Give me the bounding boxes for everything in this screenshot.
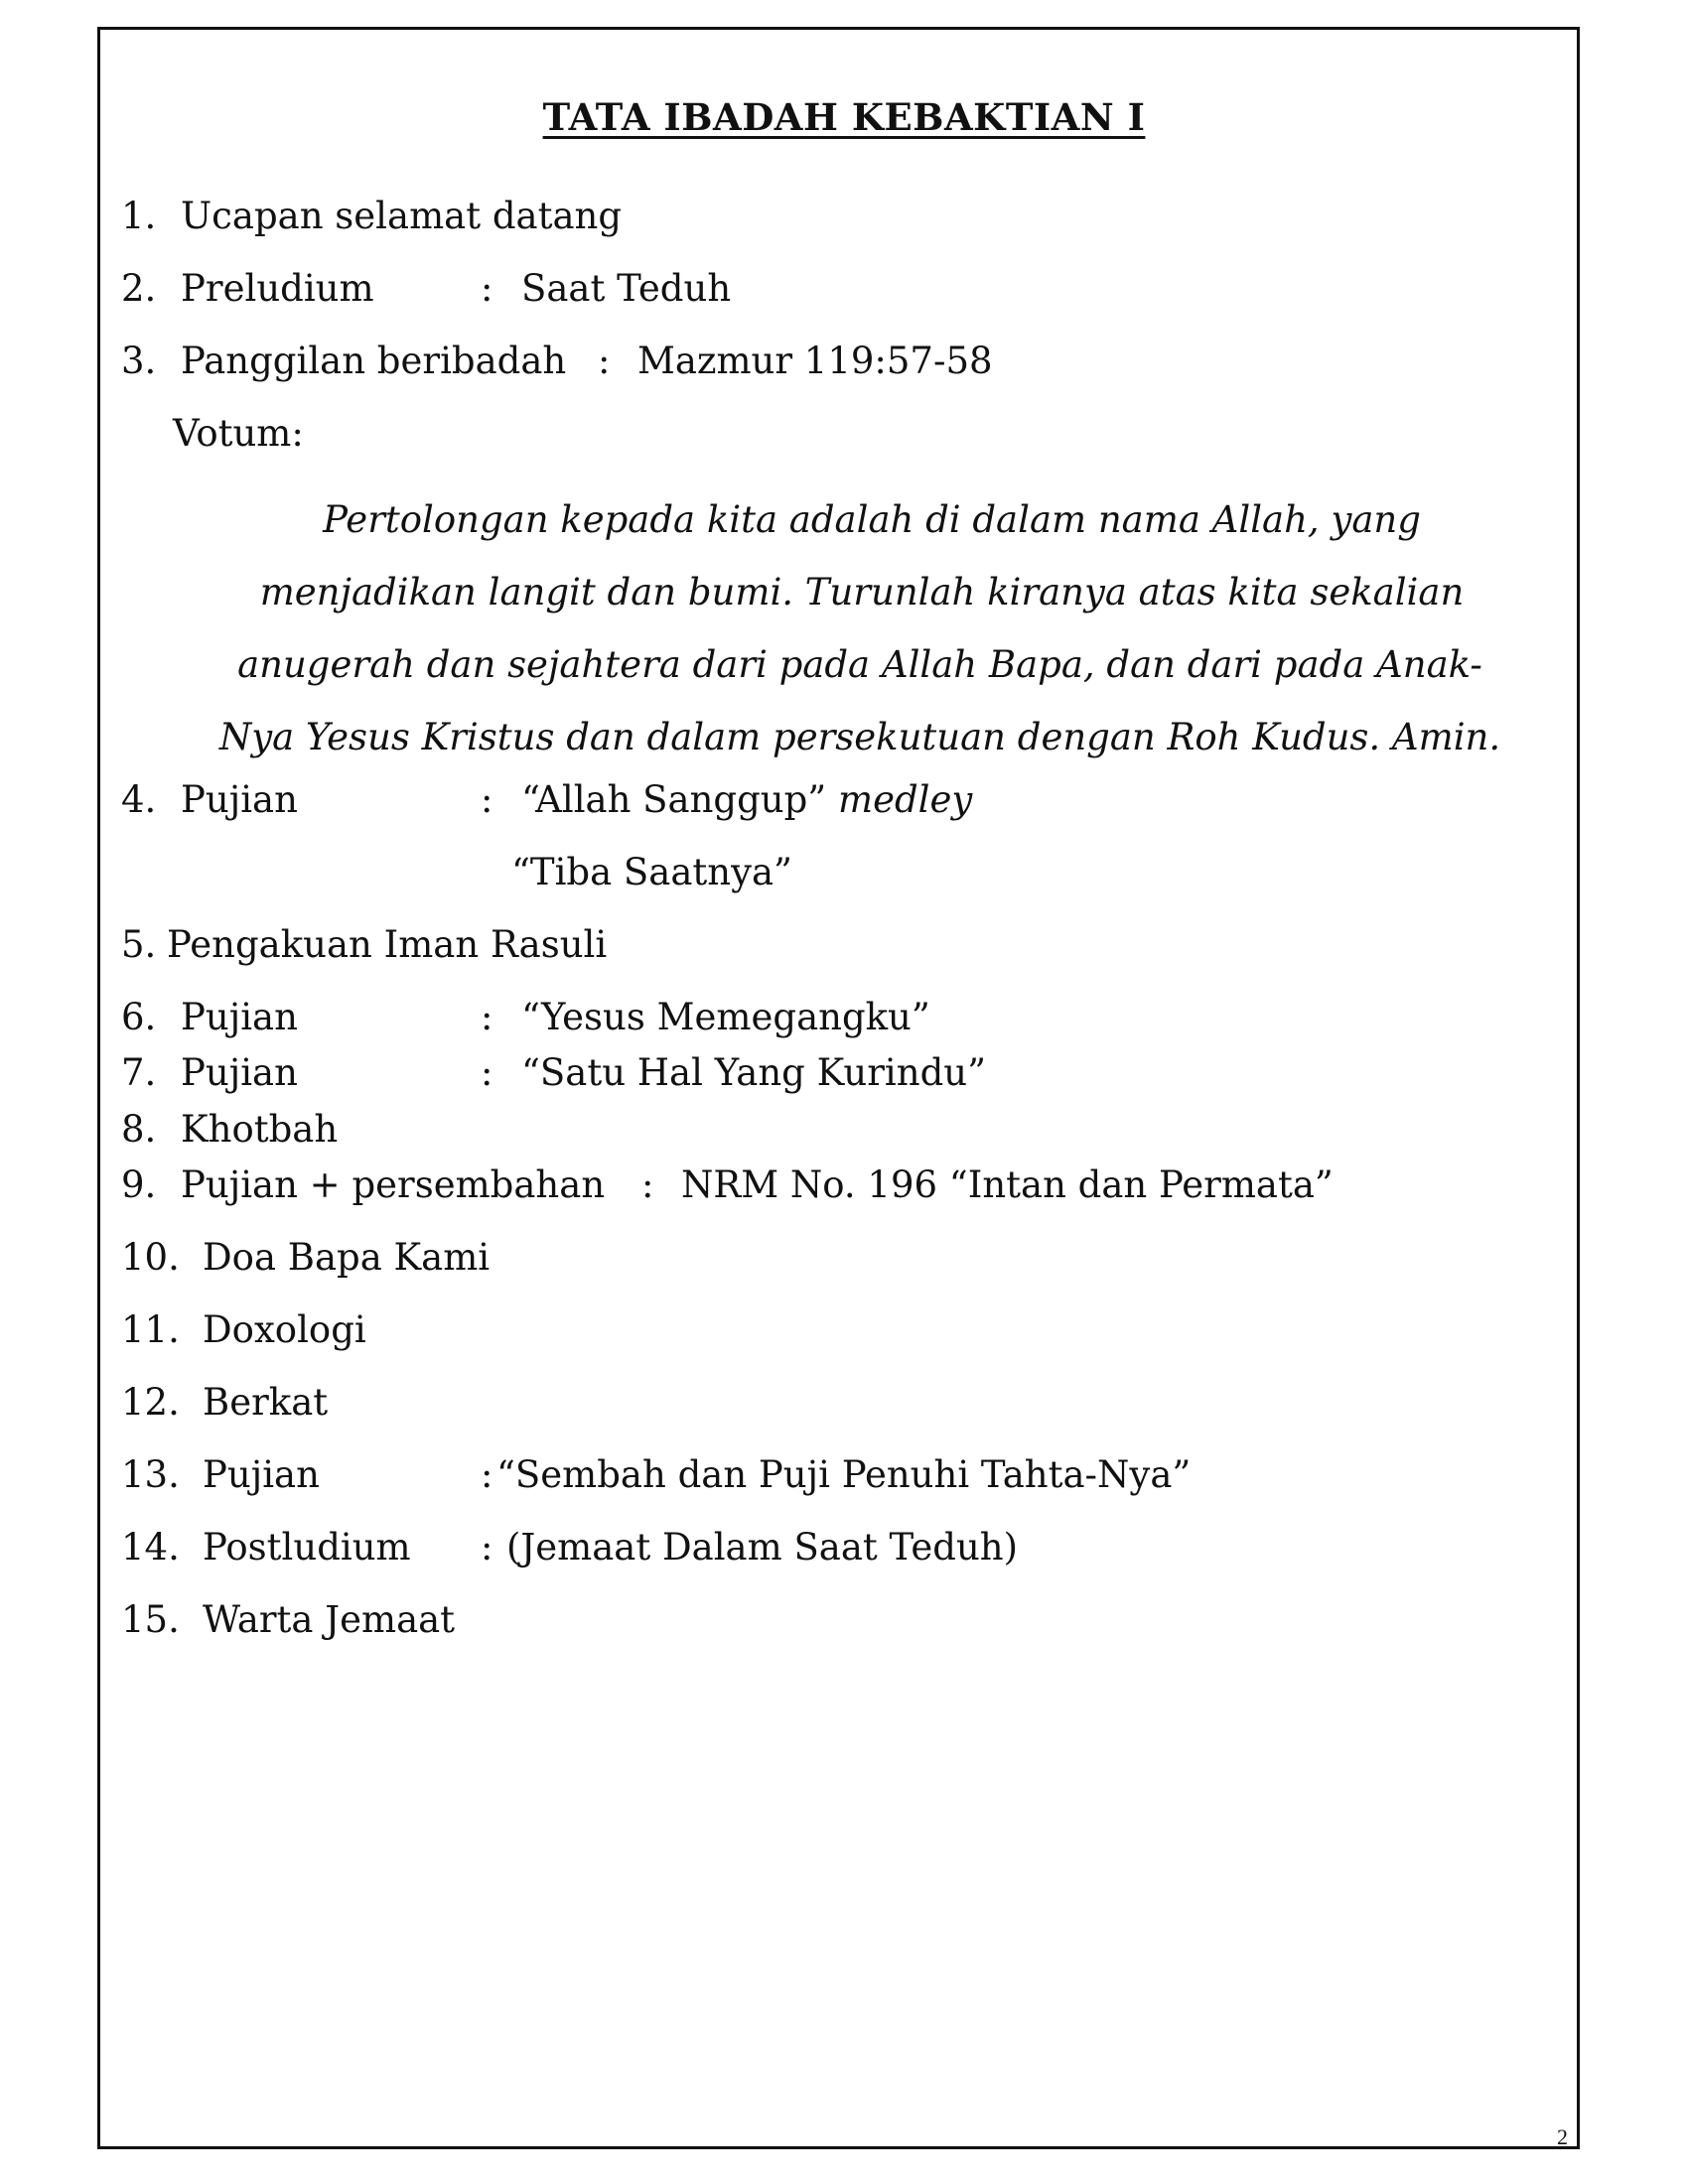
votum-line: anugerah dan sejahtera dari pada Allah Bapa, dan dari pada Anak- <box>237 643 1482 686</box>
item-value-line2: “Tiba Saatnya” <box>511 851 792 893</box>
item-label: Berkat <box>203 1381 329 1424</box>
list-item <box>121 340 1511 383</box>
item-label: Pujian <box>181 1051 298 1094</box>
item-number: 5. <box>121 923 157 966</box>
item-label: Warta Jemaat <box>203 1598 456 1641</box>
item-label: Pengakuan Iman Rasuli <box>167 923 608 966</box>
item-value: (Jemaat Dalam Saat Teduh) <box>506 1526 1019 1569</box>
item-number: 10. <box>121 1236 180 1279</box>
item-separator: : <box>481 996 493 1038</box>
item-number: 9. <box>121 1163 157 1206</box>
list-item <box>121 1453 1511 1497</box>
item-value: “Satu Hal Yang Kurindu” <box>521 1051 987 1094</box>
item-number: 14. <box>121 1526 180 1569</box>
item-number: 1. <box>121 195 157 237</box>
item-separator: : <box>481 267 493 310</box>
list-item <box>121 195 1511 238</box>
item-separator: : <box>641 1163 654 1206</box>
votum-line: menjadikan langit dan bumi. Turunlah kiranya atas kita sekalian <box>259 571 1465 614</box>
list-item <box>121 778 1511 894</box>
votum-line: Nya Yesus Kristus dan dalam persekutuan dengan Roh Kudus. Amin. <box>218 716 1501 758</box>
item-label: Panggilan beribadah <box>181 340 567 382</box>
item-separator: : <box>481 778 493 821</box>
item-label: Doxologi <box>203 1308 366 1351</box>
item-value: Saat Teduh <box>521 267 732 310</box>
list-item <box>121 1308 1511 1352</box>
item-number: 15. <box>121 1598 180 1641</box>
item-number: 2. <box>121 267 157 310</box>
item-number: 4. <box>121 778 157 821</box>
item-separator: : <box>481 1453 493 1496</box>
item-value: “Sembah dan Puji Penuhi Tahta-Nya” <box>496 1453 1192 1496</box>
item-number: 7. <box>121 1051 157 1094</box>
item-number: 6. <box>121 996 157 1038</box>
item-number: 3. <box>121 340 157 382</box>
list-item <box>121 1108 1511 1152</box>
item-number: 12. <box>121 1381 180 1424</box>
item-label: Pujian <box>203 1453 320 1496</box>
list-item <box>121 1163 1551 1207</box>
list-item <box>121 1526 1511 1570</box>
list-item <box>121 1381 1511 1425</box>
item-number: 13. <box>121 1453 180 1496</box>
votum-label: Votum: <box>173 412 304 455</box>
item-value-italic: medley <box>838 778 973 821</box>
list-item <box>121 1236 1511 1280</box>
votum-line: Pertolongan kepada kita adalah di dalam nama Allah, yang <box>323 498 1421 541</box>
item-label: Pujian + persembahan <box>181 1163 606 1206</box>
item-number: 11. <box>121 1308 180 1351</box>
item-label: Khotbah <box>181 1108 339 1151</box>
item-label: Ucapan selamat datang <box>181 195 623 237</box>
list-item <box>121 1598 1511 1642</box>
item-separator: : <box>481 1051 493 1094</box>
item-separator: : <box>481 1526 493 1569</box>
item-label: Postludium <box>203 1526 411 1569</box>
page-title: TATA IBADAH KEBAKTIAN I <box>542 95 1146 139</box>
page-number: 2 <box>1557 2124 1568 2149</box>
item-label: Preludium <box>181 267 374 310</box>
item-value: “Allah Sanggup” <box>521 778 827 821</box>
list-item <box>121 267 1511 311</box>
list-item <box>121 923 1511 967</box>
item-value: “Yesus Memegangku” <box>521 996 930 1038</box>
item-label: Pujian <box>181 996 298 1038</box>
item-value: NRM No. 196 “Intan dan Permata” <box>681 1163 1334 1206</box>
item-value: Mazmur 119:57-58 <box>637 340 993 382</box>
item-label: Pujian <box>181 778 298 821</box>
list-item <box>121 1051 1511 1095</box>
item-separator: : <box>598 340 611 382</box>
item-label: Doa Bapa Kami <box>203 1236 491 1279</box>
list-item <box>121 996 1511 1039</box>
item-number: 8. <box>121 1108 157 1151</box>
